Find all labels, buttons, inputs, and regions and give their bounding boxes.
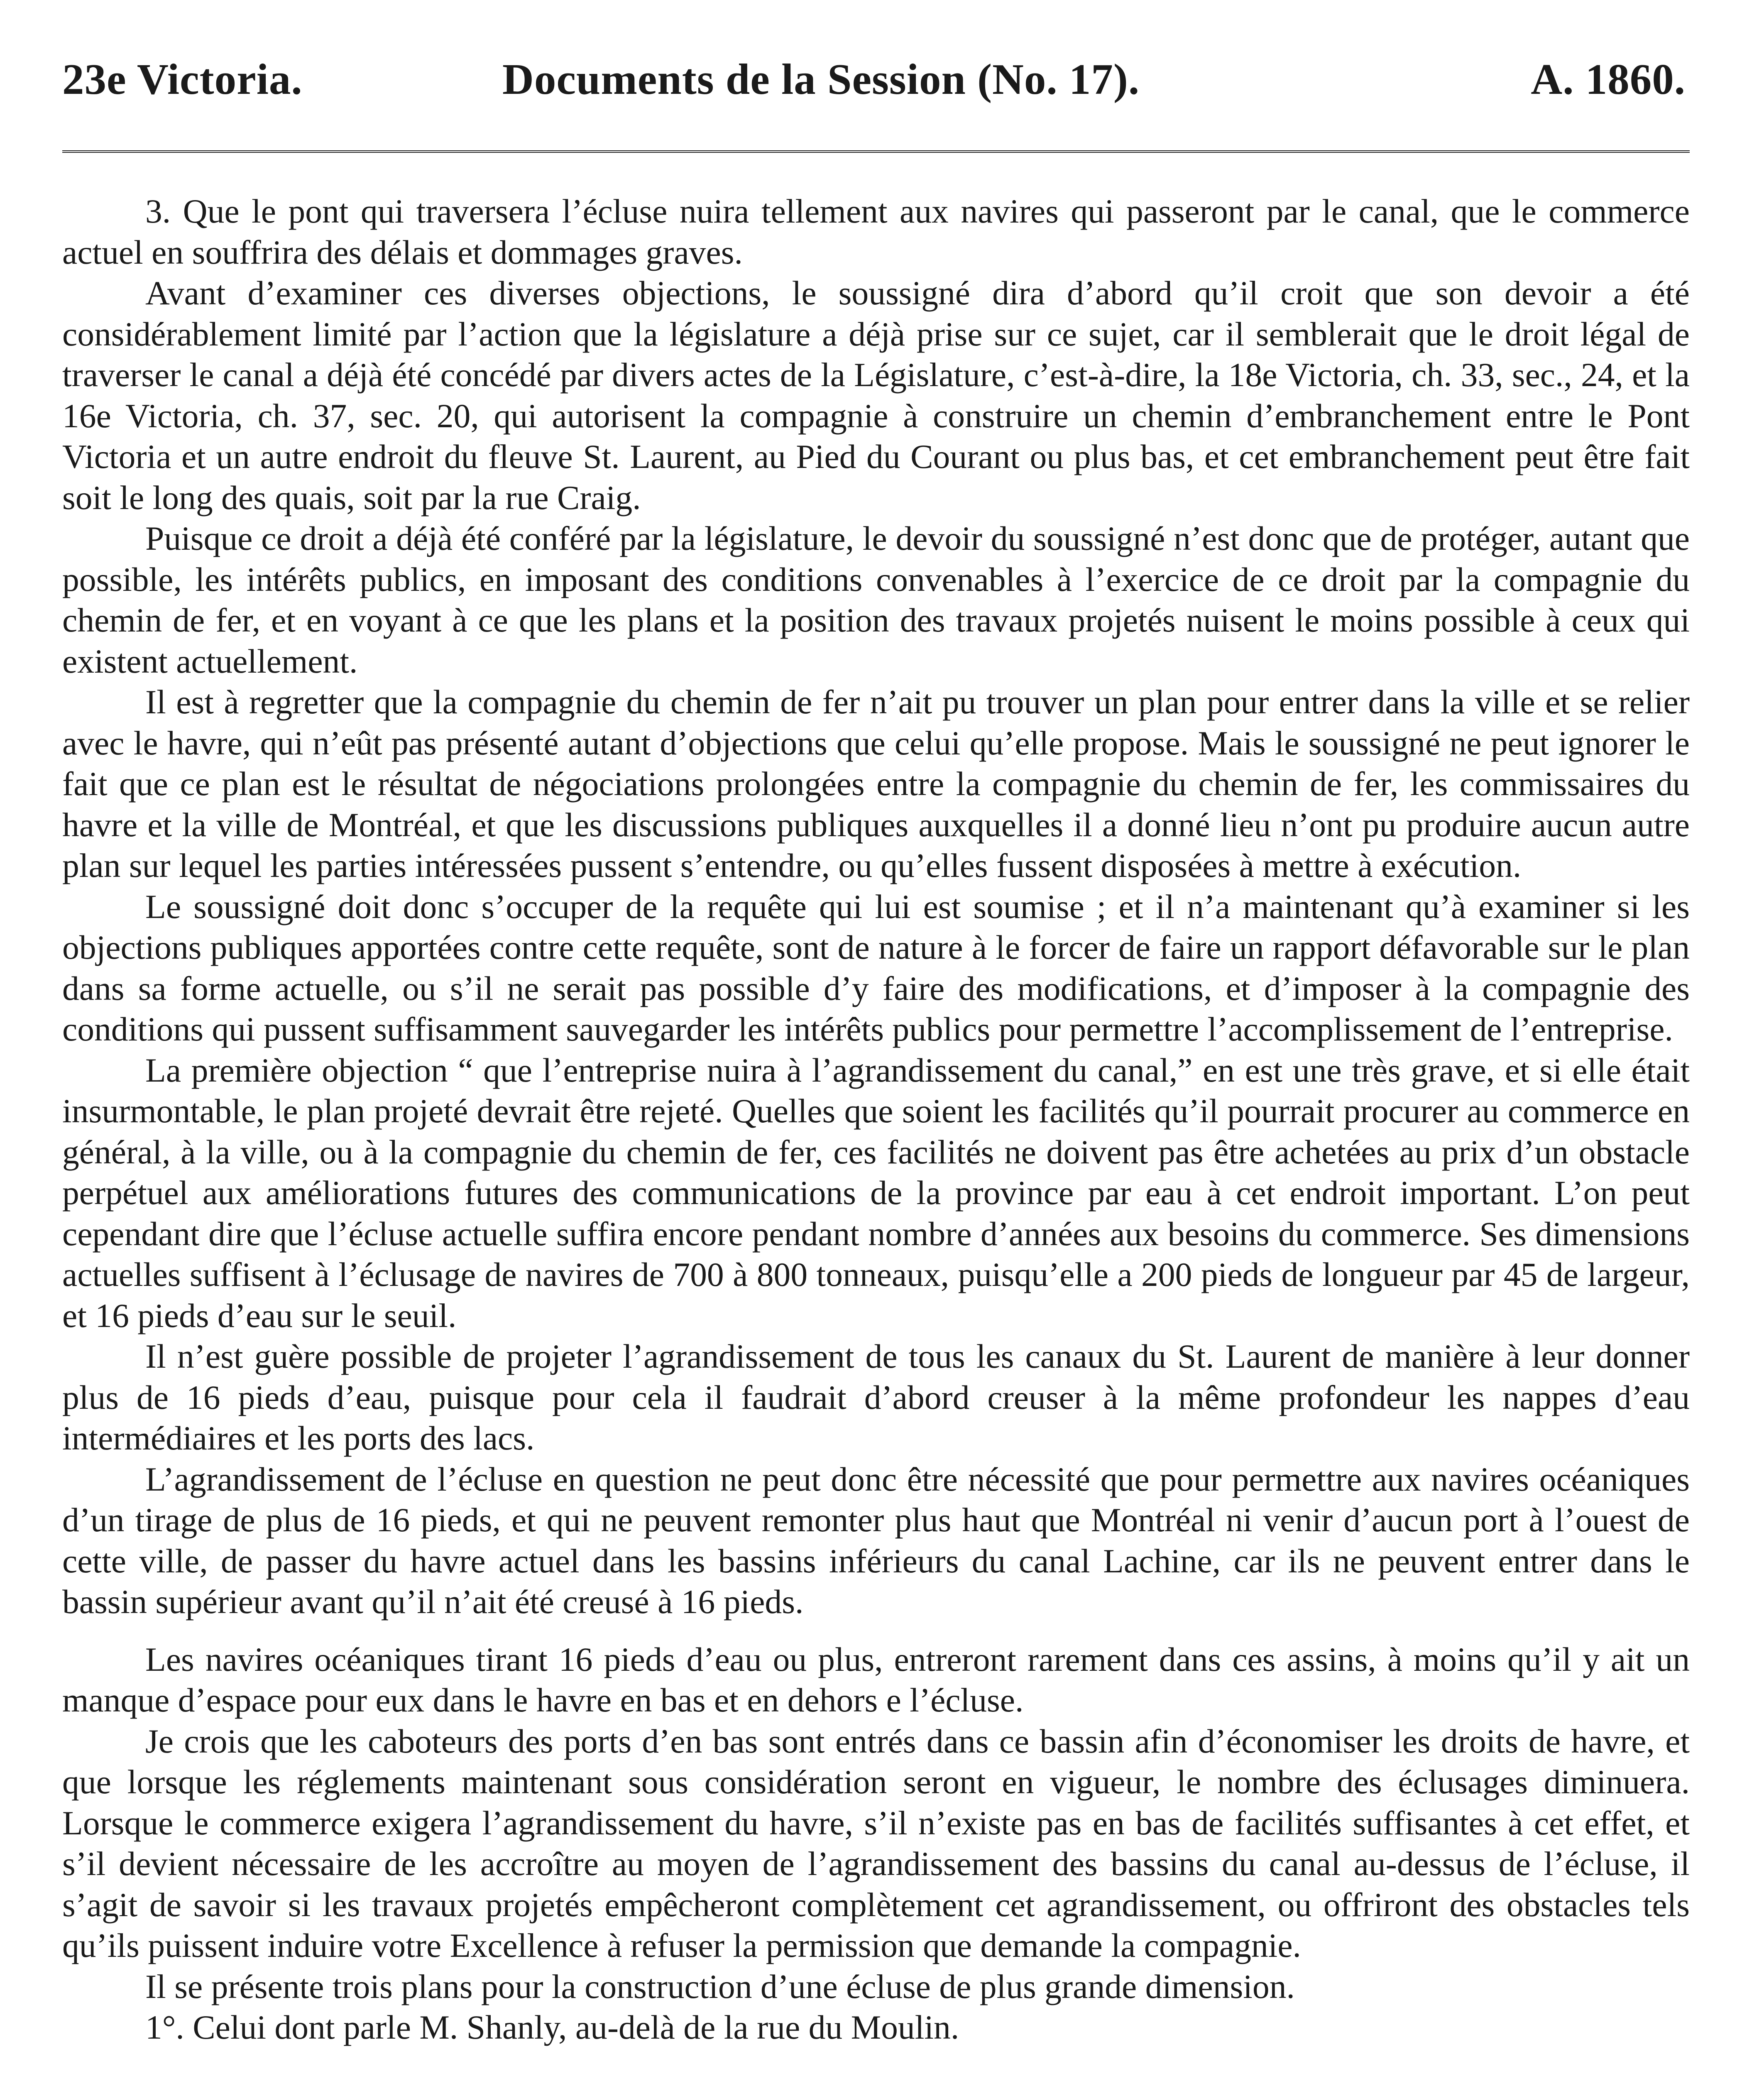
paragraph-puisque: Puisque ce droit a déjà été conféré par la législature, le devoir du soussigné n’est donc que de protéger, autant que possible, les intérêts publics, en imposant des conditions convenables à l’exercice de ce droit par la compagnie du chemin de fer, et en voyant à ce que les plans et la position des travaux projetés nuisent le moins possible à ceux qui existent actuellement. bbox=[62, 519, 1690, 680]
paragraph-avant-examiner: Avant d’examiner ces diverses objections, le soussigné dira d’abord qu’il croit que son devoir a été considérablement limité par l’action que la législature a déjà prise sur ce sujet, car il semblerait que le droit légal de traverser le canal a déjà été concédé par divers actes de la Législature, c’est-à-dire, la 18e Victoria, ch. 33, sec., 24, et la 16e Victoria, ch. 37, sec. 20, qui autorisent la compagnie à construire un chemin d’embranchement entre le Pont Victoria et un autre endroit du fleuve St. Laurent, au Pied du Courant ou plus bas, et cet embranchement peut être fait soit le long des quais, soit par la rue Craig. bbox=[62, 274, 1690, 517]
paragraph-objection-3: 3. Que le pont qui traversera l’écluse nuira tellement aux navires qui passeront par le canal, que le commerce actuel en souffrira des délais et dommages graves. bbox=[62, 192, 1690, 271]
header-document-title: Documents de la Session (No. 17). bbox=[502, 55, 1140, 103]
paragraph-navires-oceaniques: Les navires océaniques tirant 16 pieds d’eau ou plus, entreront rarement dans ces assins, à moins qu’il y ait un manque d’espace pour eux dans le havre en bas et en dehors e l’écluse. bbox=[62, 1640, 1690, 1719]
document-body bbox=[62, 191, 1690, 2048]
header-rule bbox=[62, 150, 1690, 153]
paragraph-regretter: Il est à regretter que la compagnie du chemin de fer n’ait pu trouver un plan pour entrer dans la ville et se relier avec le havre, qui n’eût pas présenté autant d’objections que celui qu’elle propose. Mais le soussigné ne peut ignorer le fait que ce plan est le résultat de négociations prolongées entre la compagnie du chemin de fer, les commissaires du havre et la ville de Montréal, et que les discussions publiques auxquelles il a donné lieu n’ont pu produire aucun autre plan sur lequel les parties intéressées pussent s’entendre, ou qu’elles fussent disposées à mettre à exécution. bbox=[62, 683, 1690, 884]
paragraph-agrandissement-ecluse: L’agrandissement de l’écluse en question ne peut donc être nécessité que pour permettre aux navires océaniques d’un tirage de plus de 16 pieds, et qui ne peuvent remonter plus haut que Montréal ni venir d’aucun port à l’ouest de cette ville, de passer du havre actuel dans les bassins inférieurs du canal Lachine, car ils ne peuvent entrer dans le bassin supérieur avant qu’il n’ait été creusé à 16 pieds. bbox=[62, 1460, 1690, 1621]
paragraph-trois-plans: Il se présente trois plans pour la construction d’une écluse de plus grande dimension. bbox=[145, 1967, 1295, 2005]
page-header bbox=[62, 54, 1690, 116]
paragraph-agrandissement-canaux: Il n’est guère possible de projeter l’agrandissement de tous les canaux du St. Laurent de manière à leur donner plus de 16 pieds d’eau, puisque pour cela il faudrait d’abord creuser à la même profondeur les nappes d’eau intermédiaires et les ports des lacs. bbox=[62, 1337, 1690, 1457]
paragraph-caboteurs: Je crois que les caboteurs des ports d’en bas sont entrés dans ce bassin afin d’économiser les droits de havre, et que lorsque les réglements maintenant sous considération seront en vigueur, le nombre des éclusages diminuera. Lorsque le commerce exigera l’agrandissement du havre, s’il n’existe pas en bas de facilités suffisantes à cet effet, et s’il devient nécessaire de les accroître au moyen de l’agrandissement des bassins du canal au-dessus de l’écluse, il s’agit de savoir si les travaux projetés empêcheront complètement cet agrandissement, ou offriront des obstacles tels qu’ils puissent induire votre Excellence à refuser la permission que demande la compagnie. bbox=[62, 1722, 1690, 1964]
header-year: A. 1860. bbox=[1531, 55, 1686, 103]
paragraph-requete: Le soussigné doit donc s’occuper de la requête qui lui est soumise ; et il n’a maintenant qu’à examiner si les objections publiques apportées contre cette requête, sont de nature à le forcer de faire un rapport défavorable sur le plan dans sa forme actuelle, ou s’il ne serait pas possible d’y faire des modifications, et d’imposer à la compagnie des conditions qui pussent suffisamment sauvegarder les intérêts publics pour permettre l’accomplissement de l’entreprise. bbox=[62, 887, 1690, 1048]
document-page bbox=[62, 54, 1690, 2076]
header-session-year: 23e Victoria. bbox=[62, 55, 303, 103]
paragraph-plan-1: 1°. Celui dont parle M. Shanly, au-delà de la rue du Moulin. bbox=[145, 2008, 959, 2046]
paragraph-premiere-objection: La première objection “ que l’entreprise nuira à l’agrandissement du canal,” en est une très grave, et si elle était insurmontable, le plan projeté devrait être rejeté. Quelles que soient les facilités qu’il pourrait procurer au commerce en général, à la ville, ou à la compagnie du chemin de fer, ces facilités ne doivent pas être achetées au prix d’un obstacle perpétuel aux améliorations futures des communications de la province par eau à cet endroit important. L’on peut cependant dire que l’écluse actuelle suffira encore pendant nombre d’années aux besoins du commerce. Ses dimensions actuelles suffisent à l’éclusage de navires de 700 à 800 tonneaux, puisqu’elle a 200 pieds de longueur par 45 de largeur, et 16 pieds d’eau sur le seuil. bbox=[62, 1051, 1690, 1334]
